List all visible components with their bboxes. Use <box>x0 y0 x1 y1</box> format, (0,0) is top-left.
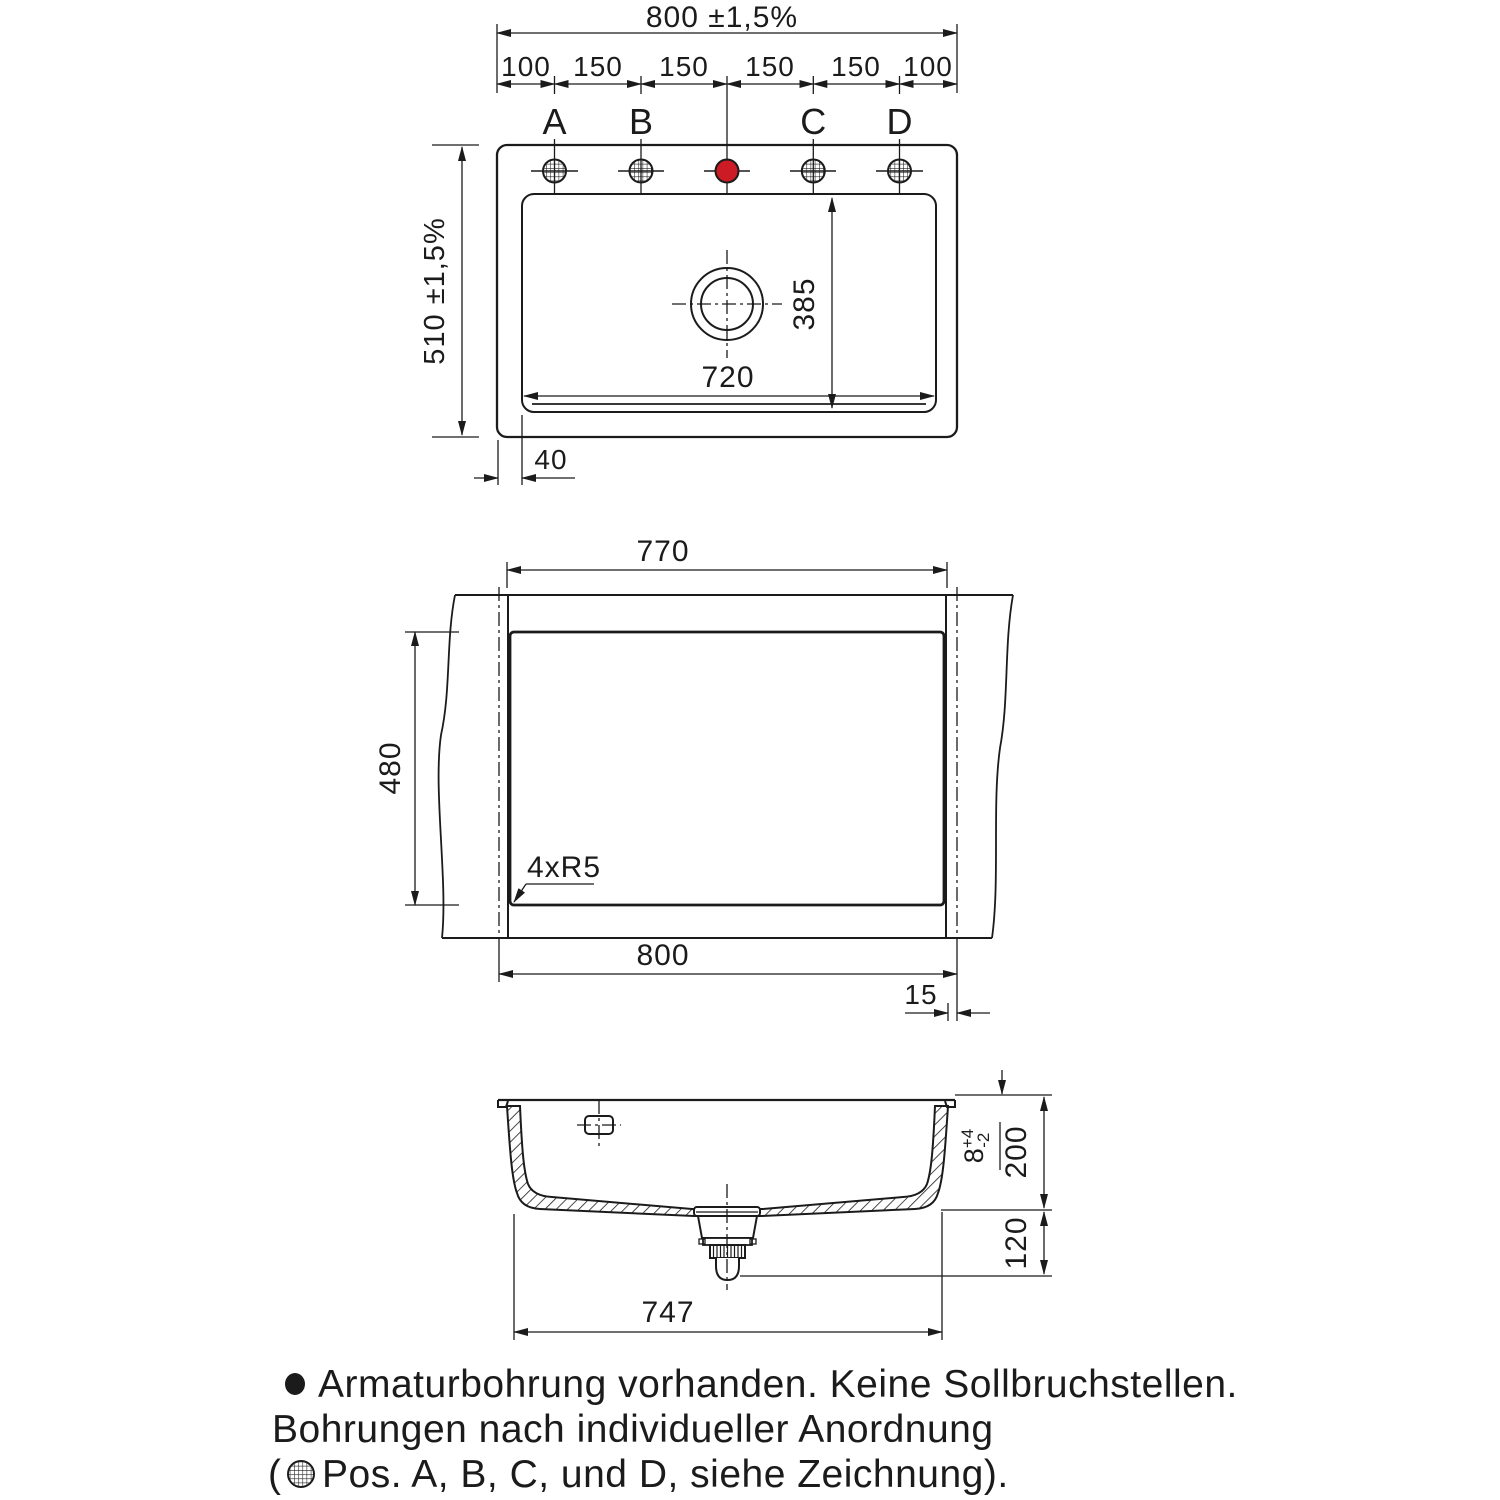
dim-segment-2: 150 <box>573 51 623 82</box>
faucet-holes <box>531 160 923 183</box>
faucet-hole-section-symbol <box>577 1100 621 1150</box>
hole-position-b-icon <box>630 160 653 183</box>
note-line-3: Pos. A, B, C, und D, siehe Zeichnung). <box>322 1453 1009 1496</box>
hole-label-c: C <box>800 101 827 142</box>
drain-symbol <box>672 250 782 358</box>
top-view <box>419 1 957 485</box>
dim-segment-4: 150 <box>745 51 795 82</box>
break-line-left <box>439 595 455 938</box>
drain-assembly <box>694 1184 760 1290</box>
sink-section-walls <box>507 1106 948 1216</box>
dim-drain-height-label: 120 <box>1000 1216 1033 1270</box>
dim-edge-offset-label: 15 <box>904 979 938 1010</box>
dim-rim-height-label: $8^{+4}-2$ <box>958 1128 993 1164</box>
dim-base-width-label: 747 <box>641 1296 695 1329</box>
hole-position-c-icon <box>802 160 825 183</box>
hole-label-b: B <box>628 101 654 142</box>
dim-cutout-height-label: 480 <box>374 741 407 795</box>
dim-segment-1: 100 <box>501 51 551 82</box>
dim-overall-height-label: 510 ±1,5% <box>419 217 451 365</box>
dim-basin-height-label: 385 <box>788 277 821 331</box>
hole-label-d: D <box>886 101 913 142</box>
dim-basin-width-label: 720 <box>701 361 755 394</box>
top-extension-lines <box>432 24 957 485</box>
note-line-1: Armaturbohrung vorhanden. Keine Sollbruchstellen. <box>318 1363 1238 1406</box>
note-line-2: Bohrungen nach individueller Anordnung <box>272 1408 994 1451</box>
dim-rim-offset-label: 40 <box>534 444 568 475</box>
dim-segment-3: 150 <box>659 51 709 82</box>
cutout-view <box>374 535 1013 1021</box>
break-line-right <box>992 595 1013 938</box>
dim-cutout-width-label: 770 <box>636 535 690 568</box>
section-view <box>498 1070 1052 1340</box>
dim-segment-5: 150 <box>831 51 881 82</box>
corner-radius-note: 4xR5 <box>527 851 602 884</box>
corner-radius-leader <box>514 884 594 902</box>
note-line-3-paren: ( <box>268 1453 282 1496</box>
hatched-hole-icon <box>288 1461 314 1487</box>
bullet-icon <box>285 1373 305 1395</box>
hole-label-a: A <box>542 101 567 142</box>
dim-depth-label: 200 <box>1000 1125 1033 1179</box>
dim-segment-6: 100 <box>903 51 953 82</box>
dim-sink-width-label: 800 <box>636 939 690 972</box>
hole-center-red-icon <box>716 160 739 183</box>
notes-block <box>268 1363 1238 1496</box>
hole-position-a-icon <box>543 160 566 183</box>
hole-position-d-icon <box>888 160 911 183</box>
dim-overall-width-label: 800 ±1,5% <box>645 1 799 34</box>
